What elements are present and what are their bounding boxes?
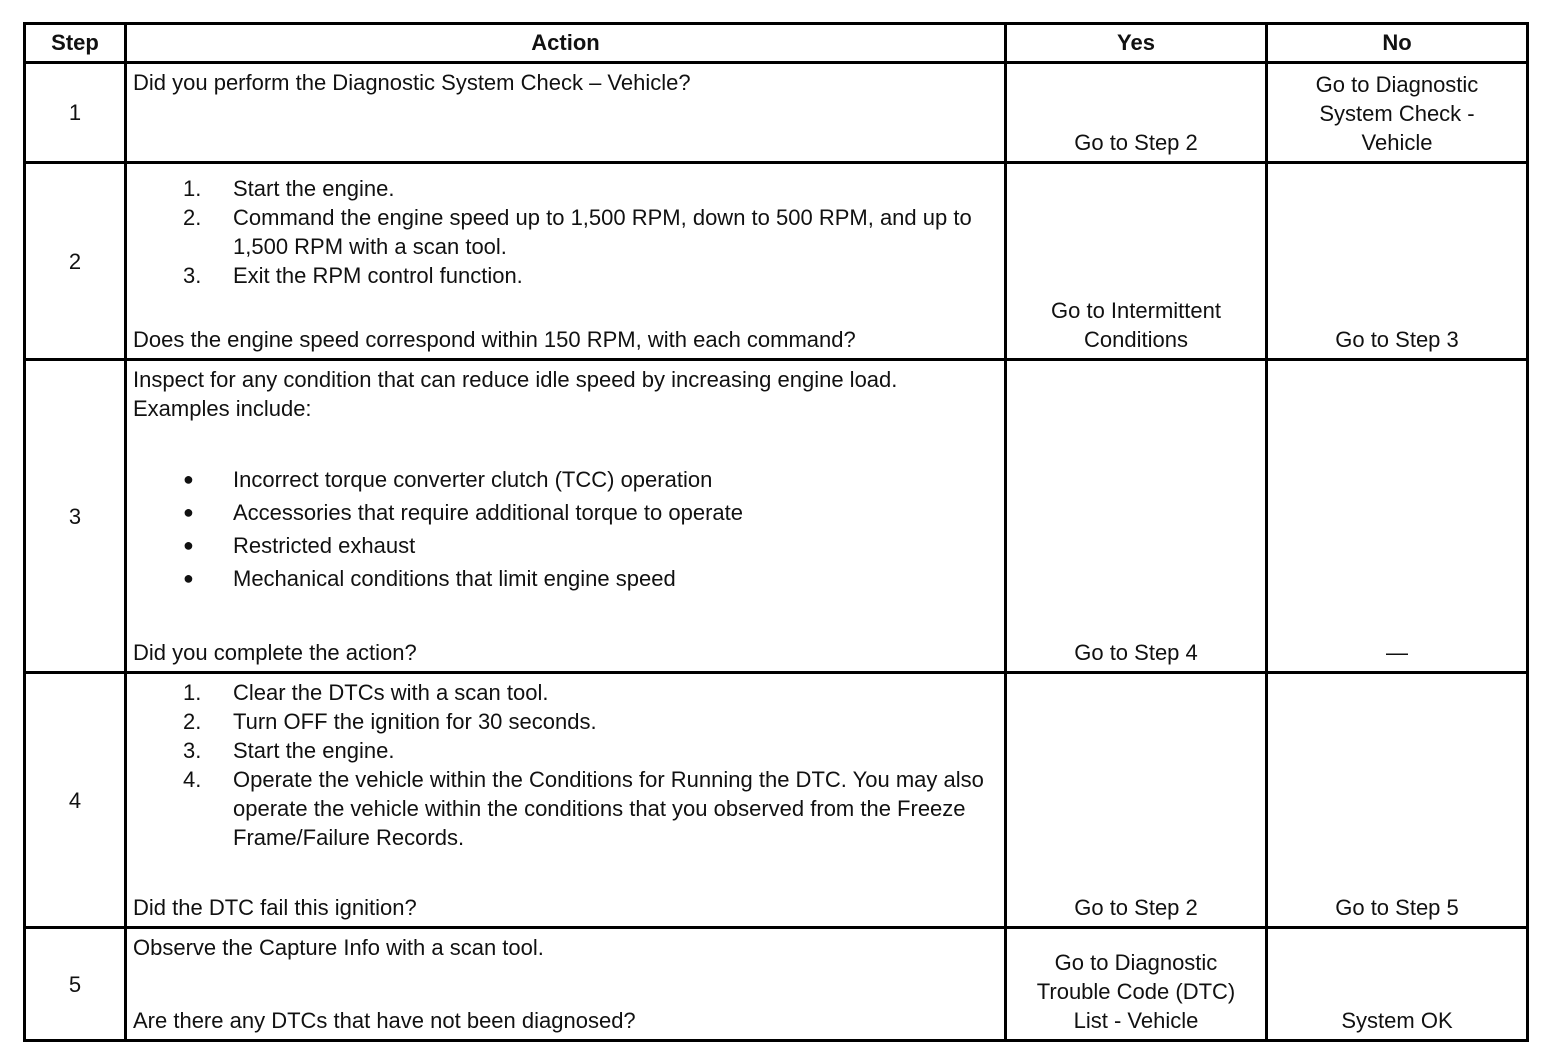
table-row xyxy=(25,163,1528,360)
header-no: No xyxy=(1267,24,1528,63)
numbered-list xyxy=(133,174,998,290)
action-intro: Observe the Capture Info with a scan tool. xyxy=(133,935,544,960)
step-number: 1 xyxy=(25,63,126,163)
no-cell: — xyxy=(1267,360,1528,673)
list-item: 4. Operate the vehicle within the Conditions for Running the DTC. You may also operate the vehicle within the conditions that you observed from the Freeze Frame/Failure Records. xyxy=(183,767,984,850)
list-item: ● Restricted exhaust xyxy=(183,532,416,558)
action-cell xyxy=(126,673,1006,928)
step-number: 5 xyxy=(25,928,126,1041)
no-cell: Go to Diagnostic System Check - Vehicle xyxy=(1267,63,1528,163)
no-cell: Go to Step 3 xyxy=(1267,163,1528,360)
action-cell xyxy=(126,360,1006,673)
table-row xyxy=(25,928,1528,1041)
yes-cell: Go to Step 4 xyxy=(1006,360,1267,673)
action-cell xyxy=(126,163,1006,360)
action-question: Did the DTC fail this ignition? xyxy=(133,895,417,920)
header-yes: Yes xyxy=(1006,24,1267,63)
list-item: ● Accessories that require additional torque to operate xyxy=(183,499,743,525)
list-item: 3. Start the engine. xyxy=(183,738,395,763)
yes-cell: Go to Step 2 xyxy=(1006,673,1267,928)
header-step: Step xyxy=(25,24,126,63)
list-item: 2. Turn OFF the ignition for 30 seconds. xyxy=(183,709,597,734)
yes-cell: Go to Step 2 xyxy=(1006,63,1267,163)
step-number: 3 xyxy=(25,360,126,673)
action-intro: Inspect for any condition that can reduce idle speed by increasing engine load. Examples include: xyxy=(133,367,898,421)
header-action: Action xyxy=(126,24,1006,63)
action-question: Are there any DTCs that have not been diagnosed? xyxy=(133,1008,636,1033)
action-intro: Did you perform the Diagnostic System Check – Vehicle? xyxy=(133,70,691,95)
table-row xyxy=(25,673,1528,928)
list-item: ● Incorrect torque converter clutch (TCC) operation xyxy=(183,466,713,492)
list-item: 1. Start the engine. xyxy=(183,176,395,201)
action-question: Does the engine speed correspond within 150 RPM, with each command? xyxy=(133,327,856,352)
list-item: 3. Exit the RPM control function. xyxy=(183,263,523,288)
step-number: 2 xyxy=(25,163,126,360)
bullet-list xyxy=(133,465,998,597)
yes-cell: Go to Intermittent Conditions xyxy=(1006,163,1267,360)
numbered-list xyxy=(133,678,998,852)
table-row xyxy=(25,360,1528,673)
list-item: 1. Clear the DTCs with a scan tool. xyxy=(183,680,549,705)
no-cell: System OK xyxy=(1267,928,1528,1041)
table-row xyxy=(25,63,1528,163)
action-question: Did you complete the action? xyxy=(133,640,417,665)
step-number: 4 xyxy=(25,673,126,928)
list-item: ● Mechanical conditions that limit engine speed xyxy=(183,565,676,591)
list-item: 2. Command the engine speed up to 1,500 RPM, down to 500 RPM, and up to 1,500 RPM with a scan tool. xyxy=(183,205,972,259)
yes-cell: Go to Diagnostic Trouble Code (DTC) List - Vehicle xyxy=(1006,928,1267,1041)
action-cell xyxy=(126,928,1006,1041)
diagnostic-table xyxy=(23,22,1529,1042)
action-cell xyxy=(126,63,1006,163)
no-cell: Go to Step 5 xyxy=(1267,673,1528,928)
header-row xyxy=(25,24,1528,63)
